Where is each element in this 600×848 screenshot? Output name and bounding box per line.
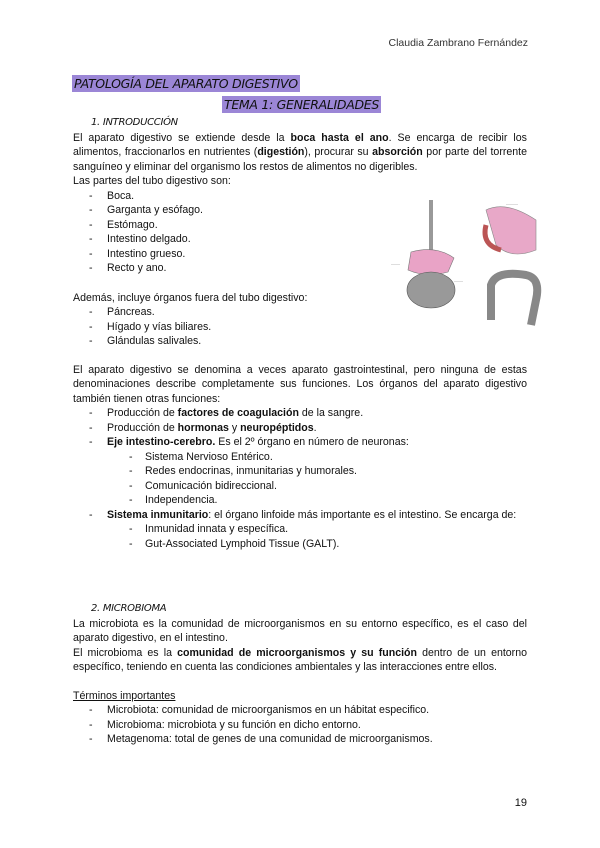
bold-text: neuropéptidos — [240, 421, 314, 434]
functions-list — [73, 406, 527, 551]
svg-text:————: ———— — [506, 202, 518, 206]
list-item: - Independencia. — [73, 493, 527, 508]
list-item: - Comunicación bidireccional. — [73, 479, 527, 494]
extra-intro: Además, incluye órganos fuera del tubo digestivo: — [73, 291, 308, 304]
list-item: - Sistema Nervioso Entérico. — [73, 450, 527, 465]
document-title: PATOLOGÍA DEL APARATO DIGESTIVO — [74, 76, 298, 91]
list-item: - Glándulas salivales. — [73, 334, 527, 349]
list-item: - Redes endocrinas, inmunitarias y humorales. — [73, 464, 527, 479]
list-item: - Boca. — [73, 189, 527, 204]
terms-list — [73, 703, 527, 747]
list-item: - Hígado y vías biliares. — [73, 320, 527, 335]
svg-text:———: ——— — [391, 262, 400, 266]
bold-text: comunidad de microorganismos y su función — [177, 646, 417, 659]
text: dentro de un entorno específico, teniendo en cuenta las condiciones ambientales y las interacciones entre ellos. — [73, 646, 527, 673]
list-item — [73, 421, 527, 436]
bold-text: Eje intestino-cerebro. — [107, 436, 216, 448]
author-header: Claudia Zambrano Fernández — [388, 37, 528, 49]
text: El microbioma es la — [73, 646, 178, 659]
section-heading: 1. INTRODUCCIÓN — [91, 117, 178, 128]
digestive-system-figure — [386, 190, 551, 330]
list-item — [73, 508, 527, 552]
list-item: - Garganta y esófago. — [73, 203, 527, 218]
section-heading: 2. MICROBIOMA — [91, 603, 167, 614]
intro-paragraph — [73, 131, 527, 175]
terms-heading: Términos importantes — [73, 689, 176, 702]
list-item: - Páncreas. — [73, 305, 527, 320]
parts-intro: Las partes del tubo digestivo son: — [73, 175, 231, 187]
list-item: - Metagenoma: total de genes de una comunidad de microorganismos. — [73, 732, 527, 747]
bold-text: boca hasta el ano — [290, 131, 389, 144]
text: de la sangre. — [298, 407, 364, 419]
sub-list — [73, 450, 527, 508]
text: Producción de — [107, 407, 178, 419]
text: por parte del torrente sanguíneo y eliminar del organismo los restos de alimentos no digeribles. — [73, 146, 528, 173]
bold-text: Sistema inmunitario — [107, 508, 209, 521]
text: Producción de — [107, 421, 178, 434]
list-item — [73, 406, 527, 421]
sub-list — [73, 522, 527, 551]
list-item: - Gut-Associated Lymphoid Tissue (GALT). — [73, 537, 527, 552]
list-item: - Inmunidad innata y específica. — [73, 522, 527, 537]
microbiota-paragraph: La microbiota es la comunidad de microorganismos en su entorno específico, es el caso del aparato digestivo, en el intestino. — [73, 617, 527, 644]
list-item: - Intestino grueso. — [73, 247, 527, 262]
section-microbioma — [73, 602, 527, 747]
list-item: - Recto y ano. — [73, 261, 527, 276]
list-item: - Intestino delgado. — [73, 232, 527, 247]
text: : el órgano linfoide más importante es el intestino. Se encarga de: — [208, 508, 517, 521]
bold-text: digestión — [257, 146, 305, 158]
list-item: - Microbioma: microbiota y su función en dicho entorno. — [73, 718, 527, 733]
text: y — [228, 421, 241, 434]
list-item — [73, 435, 527, 508]
page-number: 19 — [514, 797, 527, 809]
text: Es el 2º órgano en número de neuronas: — [215, 436, 409, 448]
svg-text:———: ——— — [454, 279, 463, 283]
bold-text: factores de coagulación — [177, 407, 299, 419]
functions-paragraph: El aparato digestivo se denomina a veces aparato gastrointestinal, pero ninguna de estas denominaciones describe completamente sus funciones. Los órganos del aparato digestivo también tienen otras funciones: — [73, 363, 527, 405]
bold-text: absorción — [372, 146, 423, 158]
text: . Se encarga de recibir los alimentos, fraccionarlos en nutrientes ( — [73, 131, 527, 158]
microbioma-paragraph — [73, 646, 527, 675]
text: . — [313, 421, 317, 434]
text: ), procurar su — [304, 146, 373, 158]
list-item: - Microbiota: comunidad de microorganismos en un hábitat especifico. — [73, 703, 527, 718]
topic-title: TEMA 1: GENERALIDADES — [224, 97, 380, 112]
section-intro — [73, 116, 527, 551]
text: El aparato digestivo se extiende desde la — [73, 131, 291, 144]
list-item: - Estómago. — [73, 218, 527, 233]
bold-text: hormonas — [177, 421, 229, 434]
